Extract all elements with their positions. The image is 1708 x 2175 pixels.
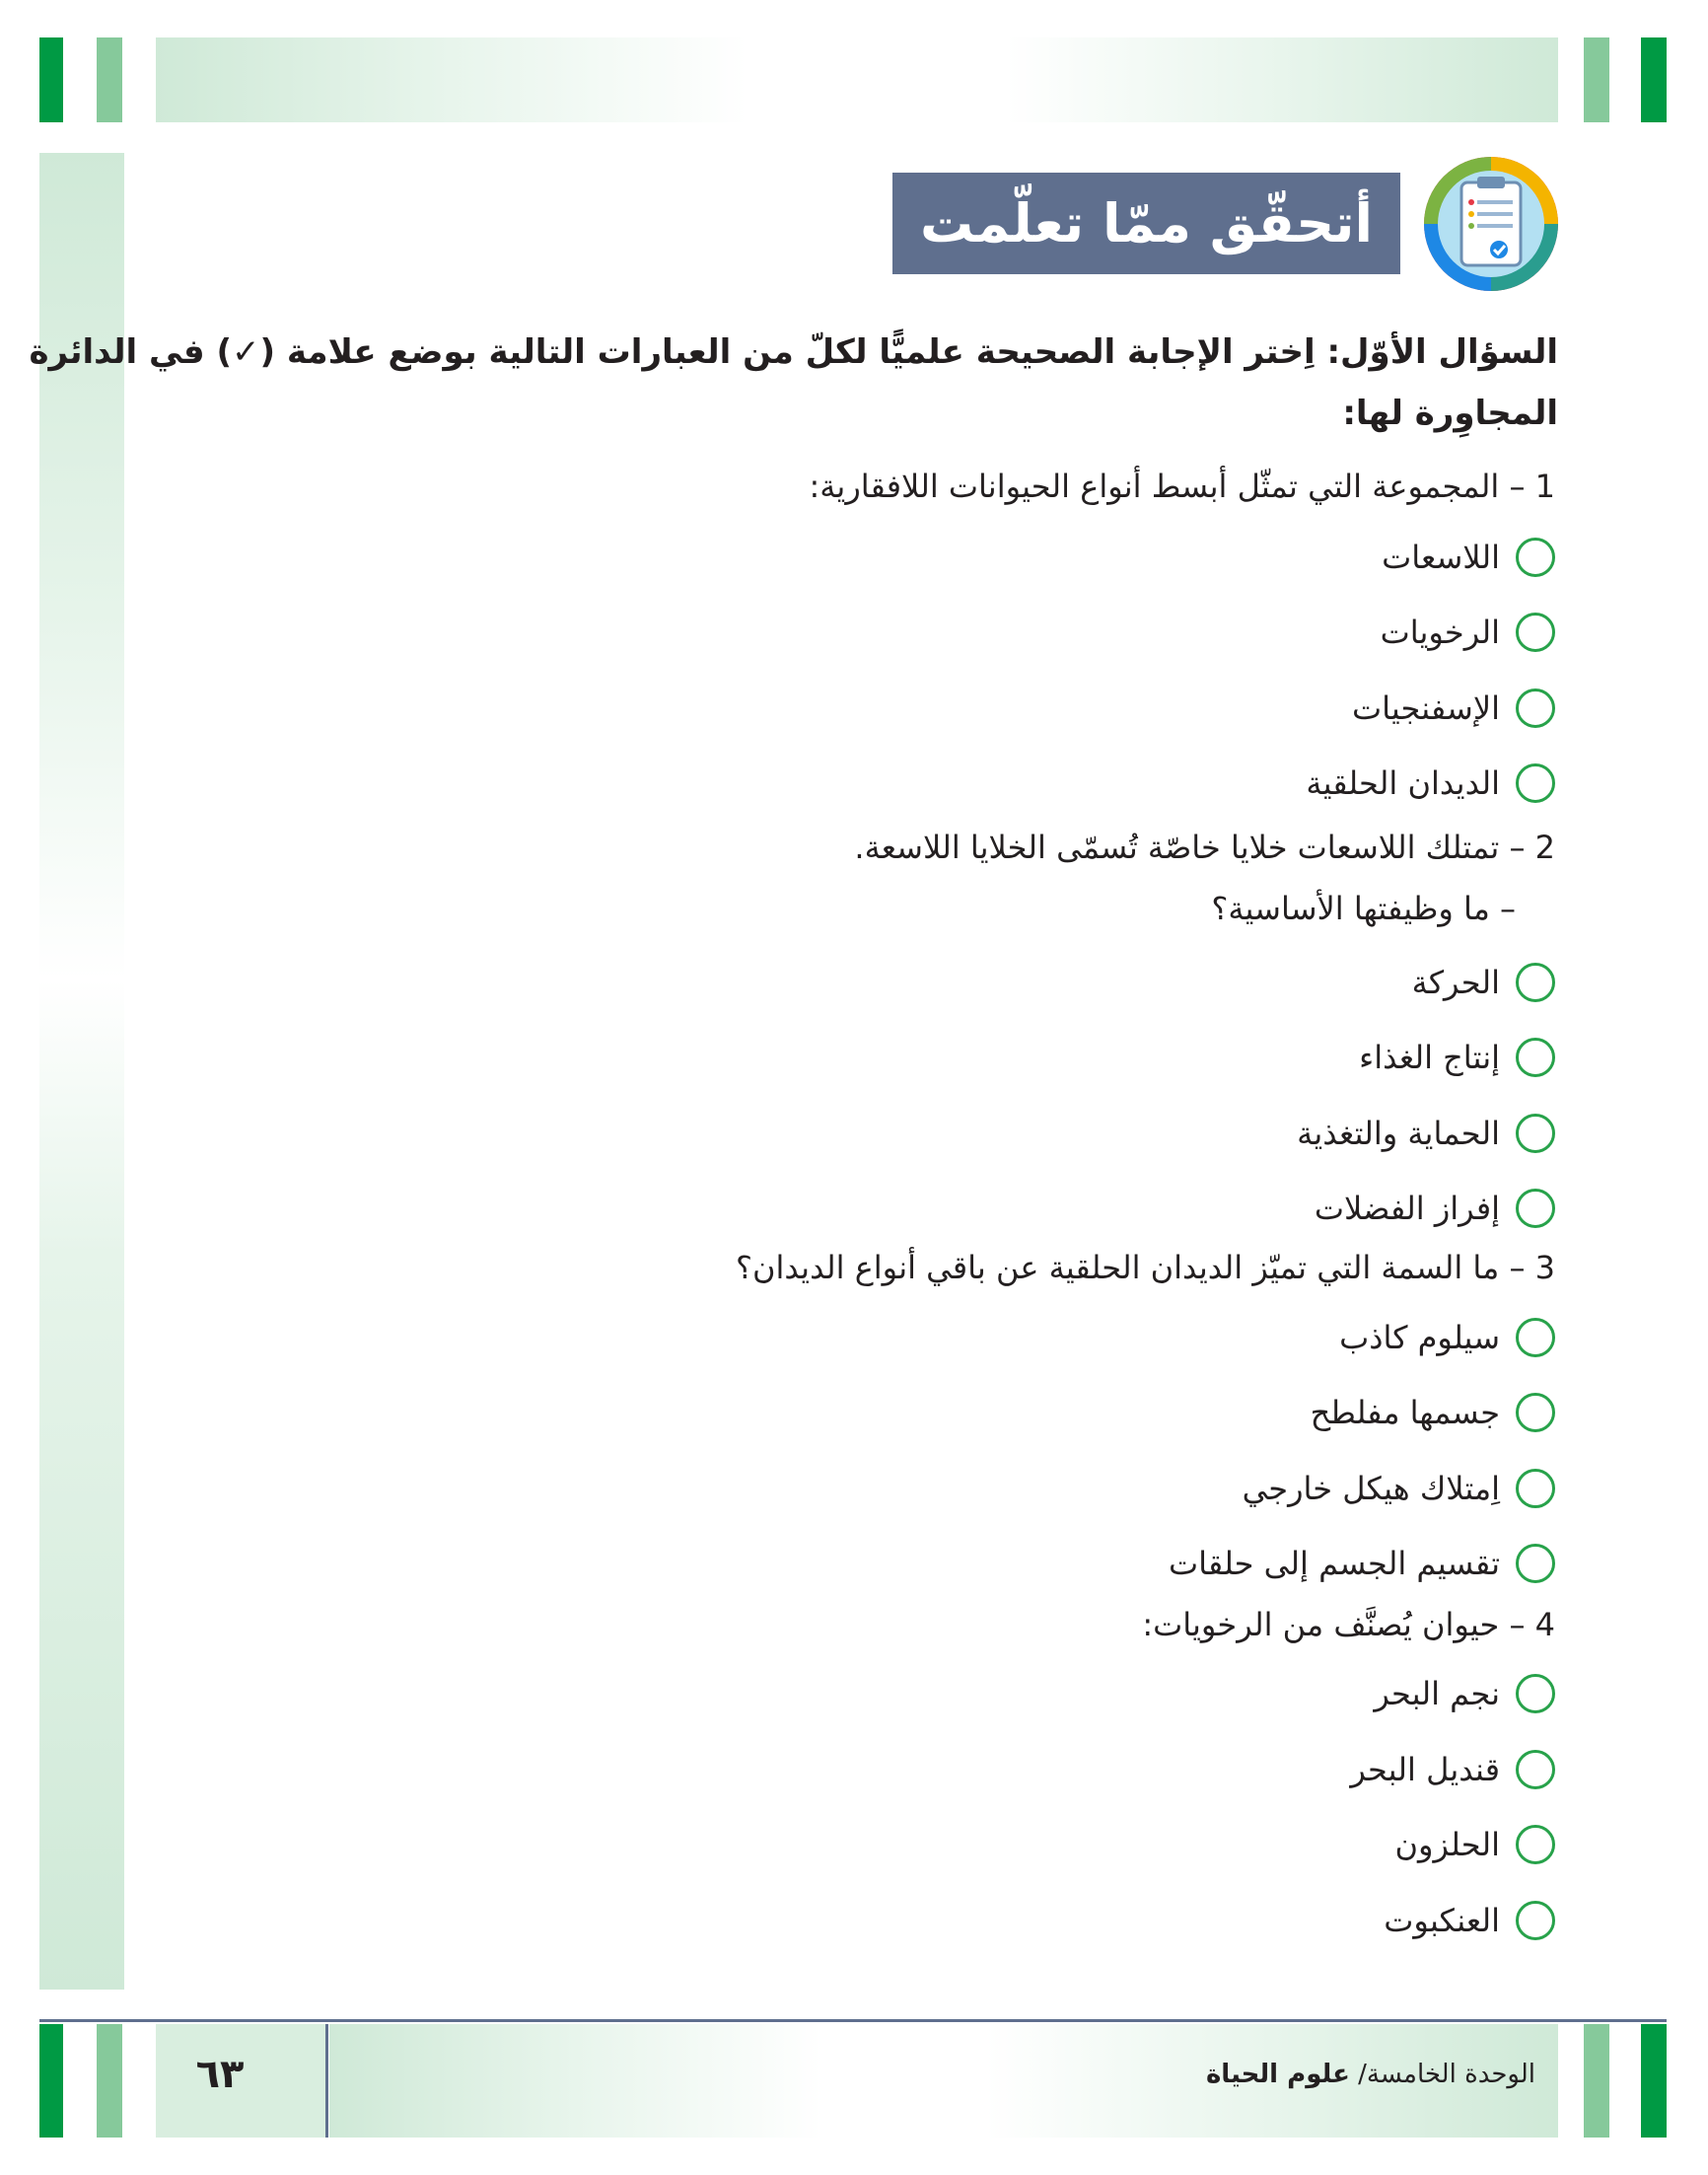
option-row[interactable] xyxy=(1384,1901,1555,1940)
option-row[interactable] xyxy=(1169,1544,1555,1583)
answer-circle[interactable] xyxy=(1516,1114,1555,1153)
answer-circle[interactable] xyxy=(1516,1318,1555,1357)
option-label: إفراز الفضلات xyxy=(1314,1190,1500,1227)
item-number: 2 xyxy=(1534,829,1555,866)
option-label: الحلزون xyxy=(1394,1826,1500,1863)
footer-subject: علوم الحياة xyxy=(1205,2060,1350,2089)
answer-circle[interactable] xyxy=(1516,1825,1555,1864)
item-number: 3 xyxy=(1534,1249,1555,1286)
answer-circle[interactable] xyxy=(1516,1901,1555,1940)
option-label: الرخويات xyxy=(1380,614,1500,651)
option-row[interactable] xyxy=(1412,963,1555,1002)
item-number: 1 xyxy=(1534,468,1555,505)
answer-circle[interactable] xyxy=(1516,538,1555,577)
option-row[interactable] xyxy=(1352,689,1555,728)
page-number: ٦٣ xyxy=(195,2052,245,2097)
item-text: المجموعة التي تمثّل أبسط أنواع الحيوانات اللافقارية: xyxy=(809,468,1500,505)
option-label: سيلوم كاذب xyxy=(1339,1319,1500,1356)
answer-circle[interactable] xyxy=(1516,963,1555,1002)
option-label: الديدان الحلقية xyxy=(1306,764,1500,802)
option-label: تقسيم الجسم إلى حلقات xyxy=(1169,1545,1500,1582)
item-2-subquestion: – ما وظيفتها الأساسية؟ xyxy=(1211,890,1516,927)
footer-separator xyxy=(325,2024,328,2138)
bottom-left-light-bar xyxy=(97,2024,122,2138)
answer-circle[interactable] xyxy=(1516,1038,1555,1077)
top-right-gradient-band xyxy=(1006,37,1558,122)
item-text: تمتلك اللاسعات خلايا خاصّة تُسمّى الخلايا اللاسعة. xyxy=(854,829,1500,866)
top-right-dark-bar xyxy=(1641,37,1667,122)
top-left-dark-bar xyxy=(39,37,63,122)
option-row[interactable] xyxy=(1374,1674,1555,1713)
question-heading-line1: السؤال الأوّل: اِختر الإجابة الصحيحة علميًّا لكلّ من العبارات التالية بوضع علامة (✓) في الدائرة xyxy=(29,332,1558,372)
footer-unit-label xyxy=(1206,2060,1535,2089)
option-label: جسمها مفلطح xyxy=(1310,1394,1500,1431)
option-row[interactable] xyxy=(1382,538,1555,577)
top-left-gradient-band xyxy=(156,37,747,122)
option-row[interactable] xyxy=(1311,1393,1555,1432)
top-left-light-bar xyxy=(97,37,122,122)
answer-circle[interactable] xyxy=(1516,613,1555,652)
option-label: الحماية والتغذية xyxy=(1297,1115,1500,1152)
bottom-right-dark-bar xyxy=(1641,2024,1667,2138)
option-row[interactable] xyxy=(1339,1318,1555,1357)
bottom-left-dark-bar xyxy=(39,2024,63,2138)
bottom-right-light-bar xyxy=(1584,2024,1609,2138)
item-number: 4 xyxy=(1534,1606,1555,1643)
clipboard-checklist-icon xyxy=(1420,153,1563,296)
option-row[interactable] xyxy=(1395,1825,1556,1864)
item-4-question: 4 – حيوان يُصنَّف من الرخويات: xyxy=(1142,1606,1555,1643)
question-heading xyxy=(29,322,1558,444)
option-label: اِمتلاك هيكل خارجي xyxy=(1242,1470,1500,1507)
answer-circle[interactable] xyxy=(1516,1189,1555,1228)
answer-circle[interactable] xyxy=(1516,1393,1555,1432)
section-title xyxy=(892,173,1400,274)
option-label: نجم البحر xyxy=(1374,1675,1500,1712)
item-3-question: 3 – ما السمة التي تميّز الديدان الحلقية عن باقي أنواع الديدان؟ xyxy=(736,1249,1555,1286)
option-row[interactable] xyxy=(1381,613,1555,652)
item-text: ما السمة التي تميّز الديدان الحلقية عن باقي أنواع الديدان؟ xyxy=(736,1249,1500,1286)
option-label: الإسفنجيات xyxy=(1352,689,1500,727)
question-heading-line2: المجاوِرة لها: xyxy=(1342,394,1558,433)
footer-unit: الوحدة الخامسة/ xyxy=(1349,2060,1535,2089)
answer-circle[interactable] xyxy=(1516,689,1555,728)
option-label: اللاسعات xyxy=(1382,539,1500,576)
answer-circle[interactable] xyxy=(1516,1469,1555,1508)
option-label: الحركة xyxy=(1411,964,1500,1001)
section-title-text: أتحقّق ممّا تعلّمت xyxy=(920,192,1373,254)
option-row[interactable] xyxy=(1315,1189,1555,1228)
answer-circle[interactable] xyxy=(1516,1544,1555,1583)
option-label: قنديل البحر xyxy=(1350,1751,1500,1788)
item-2-question: 2 – تمتلك اللاسعات خلايا خاصّة تُسمّى الخلايا اللاسعة. xyxy=(854,829,1555,866)
option-label: إنتاج الغذاء xyxy=(1359,1039,1500,1076)
answer-circle[interactable] xyxy=(1516,763,1555,803)
answer-circle[interactable] xyxy=(1516,1750,1555,1789)
option-row[interactable] xyxy=(1243,1469,1555,1508)
option-row[interactable] xyxy=(1359,1038,1555,1077)
option-row[interactable] xyxy=(1306,763,1555,803)
bottom-gradient-left xyxy=(329,2024,822,2138)
option-row[interactable] xyxy=(1350,1750,1555,1789)
option-row[interactable] xyxy=(1297,1114,1555,1153)
answer-circle[interactable] xyxy=(1516,1674,1555,1713)
footer-divider xyxy=(39,2019,1667,2022)
option-label: العنكبوت xyxy=(1384,1902,1500,1939)
item-1-question: 1 – المجموعة التي تمثّل أبسط أنواع الحيوانات اللافقارية: xyxy=(809,468,1555,505)
item-text: حيوان يُصنَّف من الرخويات: xyxy=(1142,1606,1500,1643)
top-right-light-bar xyxy=(1584,37,1609,122)
left-side-strip xyxy=(39,153,124,1990)
